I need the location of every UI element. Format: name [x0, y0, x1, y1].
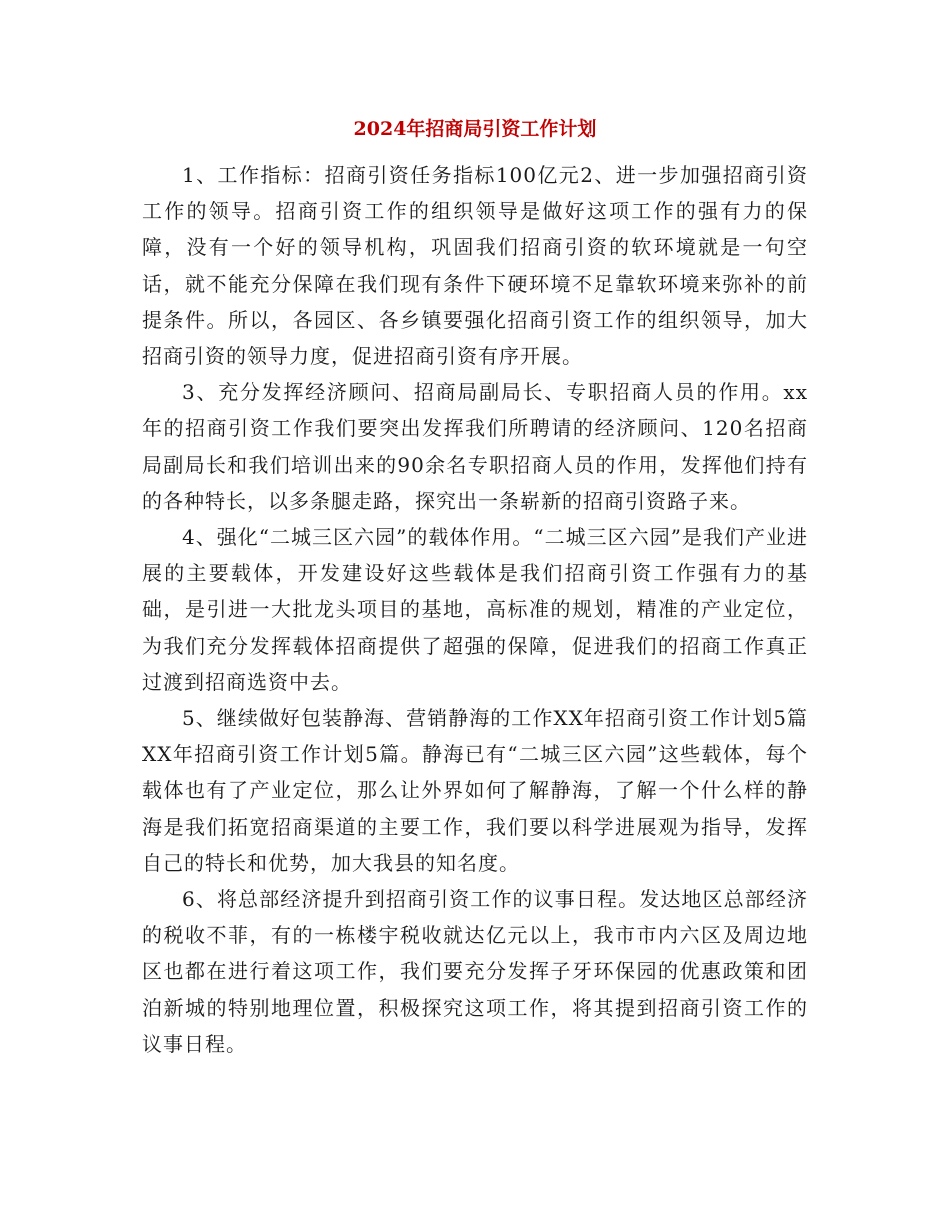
paragraph-5: 6、将总部经济提升到招商引资工作的议事日程。发达地区总部经济的税收不菲，有的一栋楼宇税收就达亿元以上，我市市内六区及周边地区也都在进行着这项工作，我们要充分发挥子牙环保园的优惠政策和团泊新城的特别地理位置，积极探究这项工作，将其提到招商引资工作的议事日程。 [142, 887, 808, 1056]
paragraph-2: 3、充分发挥经济顾问、招商局副局长、专职招商人员的作用。xx年的招商引资工作我们要突出发挥我们所聘请的经济顾问、120名招商局副局长和我们培训出来的90余名专职招商人员的作用，发挥他们持有的各种特长，以多条腿走路，探究出一条崭新的招商引资路子来。 [142, 380, 808, 513]
paragraph-1: 1、工作指标：招商引资任务指标100亿元2、进一步加强招商引资工作的领导。招商引资工作的组织领导是做好这项工作的强有力的保障，没有一个好的领导机构，巩固我们招商引资的软环境就是一句空话，就不能充分保障在我们现有条件下硬环境不足靠软环境来弥补的前提条件。所以，各园区、各乡镇要强化招商引资工作的组织领导，加大招商引资的领导力度，促进招商引资有序开展。 [142, 163, 808, 369]
paragraph-3: 4、强化“二城三区六园”的载体作用。“二城三区六园”是我们产业进展的主要载体，开发建设好这些载体是我们招商引资工作强有力的基础，是引进一大批龙头项目的基地，高标准的规划，精准的产业定位，为我们充分发挥载体招商提供了超强的保障，促进我们的招商工作真正过渡到招商选资中去。 [142, 525, 808, 694]
document-body [142, 157, 808, 1062]
paragraph-4: 5、继续做好包装静海、营销静海的工作XX年招商引资工作计划5篇XX年招商引资工作计划5篇。静海已有“二城三区六园”这些载体，每个载体也有了产业定位，那么让外界如何了解静海，了解一个什么样的静海是我们拓宽招商渠道的主要工作，我们要以科学进展观为指导，发挥自己的特长和优势，加大我县的知名度。 [142, 706, 808, 875]
document-title: 2024年招商局引资工作计划 [353, 118, 597, 140]
